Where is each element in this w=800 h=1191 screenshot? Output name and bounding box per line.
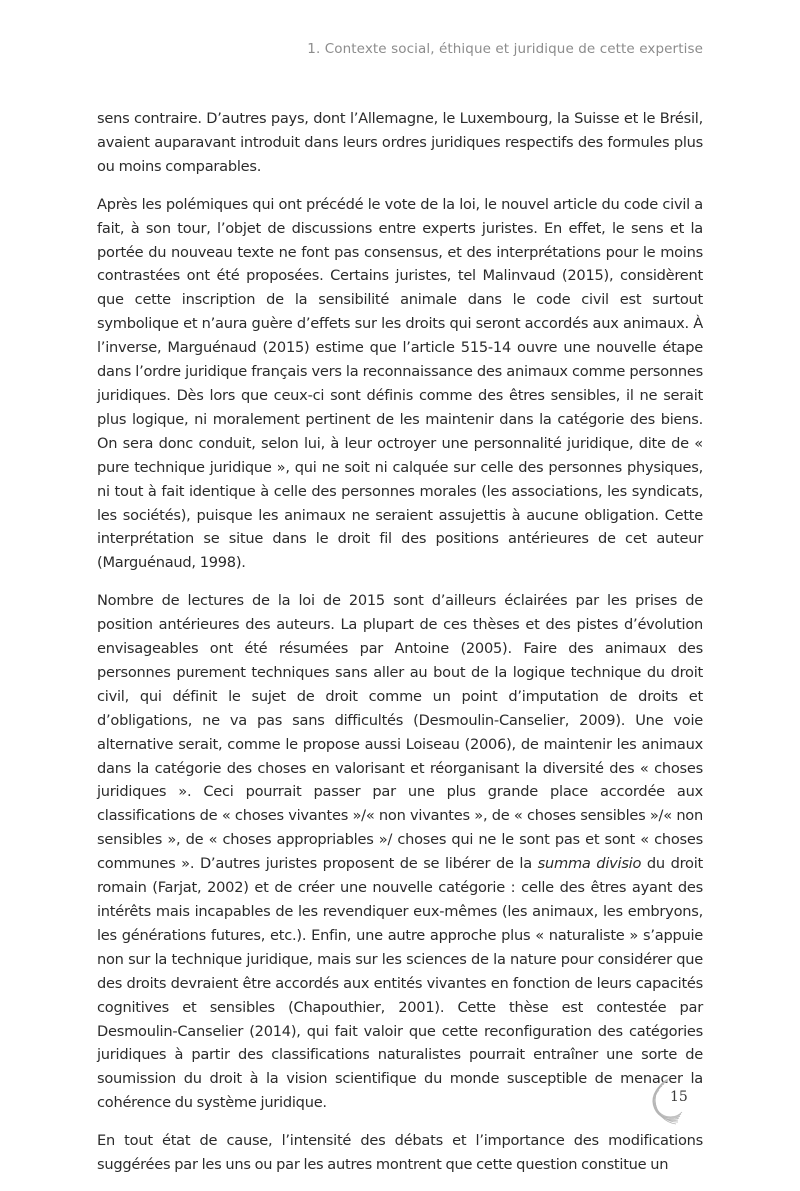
paragraph-3-part-2: du droit romain (Farjat, 2002) et de créer une nouvelle catégorie : celle des êtres ayant des intérêts mais incapables de les revendiquer eux-mêmes (les animaux, les embryons, les générations futures, etc.). Enfin, une autre approche plus « naturaliste » s’appuie non sur la technique juridique, mais sur les sciences de la nature pour considérer que des droits devraient être accordés aux entités vivantes en fonction de leurs capacités cognitives et sensibles (Chapouthier, 2001). Cette thèse est contestée par Desmoulin-Canselier (2014), qui fait valoir que cette reconfiguration des catégories juridiques à partir des classifications naturalistes pourrait entraîner une sorte de soumission du droit à la vision scientifique du monde susceptible de menacer la cohérence du système juridique.: [97, 855, 703, 1112]
paragraph-4: En tout état de cause, l’intensité des débats et l’importance des modifications suggérées par les uns ou par les autres montrent que cette question constitue un: [97, 1132, 703, 1174]
paragraph-3: [97, 589, 703, 1115]
page-number: 15: [670, 1089, 688, 1105]
paragraph-1: sens contraire. D’autres pays, dont l’Allemagne, le Luxembourg, la Suisse et le Brésil, avaient auparavant introduit dans leurs ordres juridiques respectifs des formules plus ou moins comparables.: [97, 110, 703, 175]
running-header: 1. Contexte social, éthique et juridique de cette expertise: [307, 41, 703, 57]
page-number-block: [648, 1076, 708, 1126]
summa-divisio-italic: summa divisio: [537, 855, 642, 873]
paragraph-3-part-1: Nombre de lectures de la loi de 2015 sont d’ailleurs éclairées par les prises de position antérieures des auteurs. La plupart de ces thèses et des pistes d’évolution envisageables ont été résumées par Antoine (2005). Faire des animaux des personnes purement techniques sans aller au bout de la logique technique du droit civil, qui définit le sujet de droit comme un point d’imputation de droits et d’obligations, ne va pas sans difficultés (Desmoulin-Canselier, 2009). Une voie alternative serait, comme le propose aussi Loiseau (2006), de maintenir les animaux dans la catégorie des choses en valorisant et réorganisant la diversité des « choses juridiques ». Ceci pourrait passer par une plus grande place accordée aux classifications de « choses vivantes »/« non vivantes », de « choses sensibles »/« non sensibles », de « choses appropriables »/ choses qui ne le sont pas et sont « choses communes ». D’autres juristes proposent de se libérer de la: [97, 592, 703, 873]
main-text: [97, 107, 703, 1191]
paragraph-2: Après les polémiques qui ont précédé le vote de la loi, le nouvel article du code civil a fait, à son tour, l’objet de discussions entre experts juristes. En effet, le sens et la portée du nouveau texte ne font pas consensus, et des interprétations pour le moins contrastées ont été proposées. Certains juristes, tel Malinvaud (2015), considèrent que cette inscription de la sensibilité animale dans le code civil est surtout symbolique et n’aura guère d’effets sur les droits qui seront accordés aux animaux. À l’inverse, Marguénaud (2015) estime que l’article 515-14 ouvre une nouvelle étape dans l’ordre juridique français vers la reconnaissance des animaux comme personnes juridiques. Dès lors que ceux-ci sont définis comme des êtres sensibles, il ne serait plus logique, ni moralement pertinent de les maintenir dans la catégorie des biens. On sera donc conduit, selon lui, à leur octroyer une personnalité juridique, dite de « pure technique juridique », qui ne soit ni calquée sur celle des personnes physiques, ni tout à fait identique à celle des personnes morales (les associations, les syndicats, les sociétés), puisque les animaux ne seraient assujettis à aucune obligation. Cette interprétation se situe dans le droit fil des positions antérieures de cet auteur (Marguénaud, 1998).: [97, 195, 703, 572]
